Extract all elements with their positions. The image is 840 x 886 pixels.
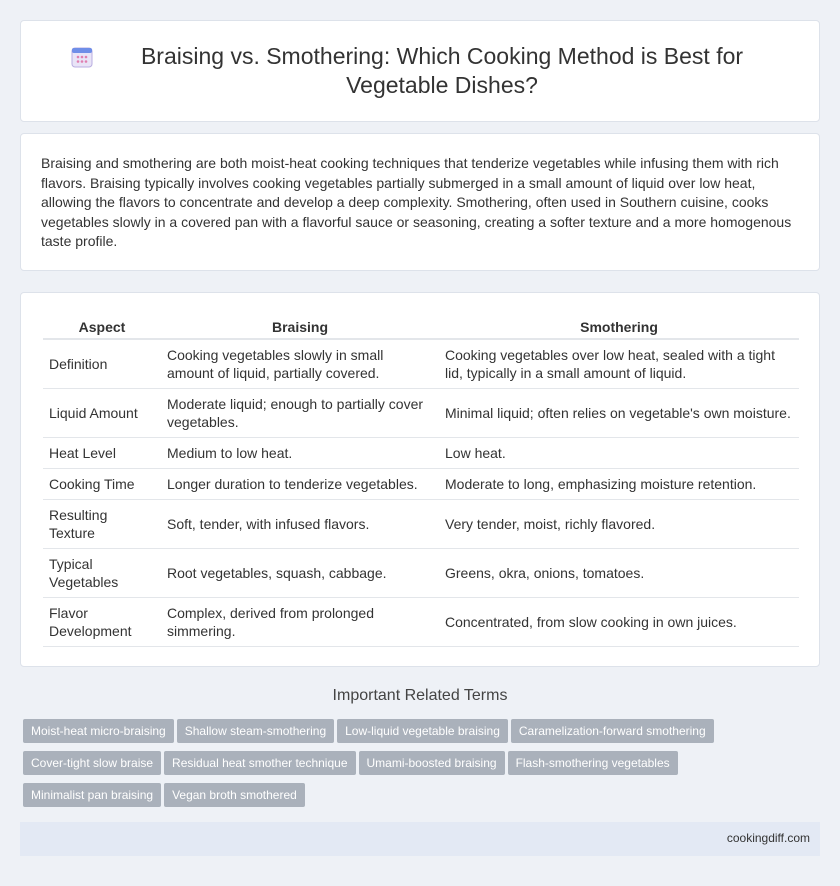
comparison-table xyxy=(43,309,799,647)
footer-site-link[interactable]: cookingdiff.com xyxy=(726,831,810,845)
related-term-tag[interactable]: Vegan broth smothered xyxy=(164,783,305,807)
table-header-row xyxy=(43,309,799,339)
cell-smothering: Minimal liquid; often relies on vegetable's own moisture. xyxy=(439,389,799,438)
table-row xyxy=(43,389,799,438)
cell-smothering: Moderate to long, emphasizing moisture retention. xyxy=(439,469,799,500)
related-term-tag[interactable]: Shallow steam-smothering xyxy=(177,719,334,743)
title-wrap xyxy=(70,42,770,100)
table-row xyxy=(43,438,799,469)
cell-smothering: Greens, okra, onions, tomatoes. xyxy=(439,549,799,598)
table-row xyxy=(43,500,799,549)
related-term-tag[interactable]: Residual heat smother technique xyxy=(164,751,355,775)
related-term-tag[interactable]: Umami-boosted braising xyxy=(359,751,505,775)
table-row xyxy=(43,469,799,500)
cell-braising: Root vegetables, squash, cabbage. xyxy=(161,549,439,598)
intro-paragraph: Braising and smothering are both moist-heat cooking techniques that tenderize vegetables while infusing them with rich flavors. Braising typically involves cooking vegetables partially submerged in a small amount of liquid over low heat, allowing the flavors to concentrate and develop a deep complexity. Smothering, often used in Southern cuisine, cooks vegetables slowly in a covered pan with a flavorful sauce or seasoning, creating a softer texture and a more homogenous taste profile. xyxy=(41,155,792,249)
header-braising: Braising xyxy=(161,309,439,339)
table-row xyxy=(43,549,799,598)
cell-smothering: Cooking vegetables over low heat, sealed with a tight lid, typically in a small amount of liquid. xyxy=(439,339,799,389)
cell-braising: Moderate liquid; enough to partially cover vegetables. xyxy=(161,389,439,438)
cell-aspect: Resulting Texture xyxy=(43,500,161,549)
cell-aspect: Liquid Amount xyxy=(43,389,161,438)
header-aspect: Aspect xyxy=(43,309,161,339)
cell-braising: Longer duration to tenderize vegetables. xyxy=(161,469,439,500)
cell-smothering: Very tender, moist, richly flavored. xyxy=(439,500,799,549)
calendar-icon xyxy=(70,45,94,69)
cell-braising: Medium to low heat. xyxy=(161,438,439,469)
related-terms-heading: Important Related Terms xyxy=(332,687,508,704)
cell-aspect: Heat Level xyxy=(43,438,161,469)
page-title: Braising vs. Smothering: Which Cooking Method is Best for Vegetable Dishes? xyxy=(140,43,744,98)
table-row xyxy=(43,339,799,389)
related-term-tag[interactable]: Caramelization-forward smothering xyxy=(511,719,714,743)
cell-smothering: Low heat. xyxy=(439,438,799,469)
footer xyxy=(20,822,820,856)
cell-braising: Complex, derived from prolonged simmering. xyxy=(161,598,439,647)
intro-card xyxy=(20,133,820,271)
title-card xyxy=(20,20,820,122)
cell-aspect: Cooking Time xyxy=(43,469,161,500)
cell-braising: Cooking vegetables slowly in small amount of liquid, partially covered. xyxy=(161,339,439,389)
related-term-tag[interactable]: Cover-tight slow braise xyxy=(23,751,161,775)
cell-aspect: Typical Vegetables xyxy=(43,549,161,598)
cell-smothering: Concentrated, from slow cooking in own juices. xyxy=(439,598,799,647)
table-row xyxy=(43,598,799,647)
related-term-tag[interactable]: Minimalist pan braising xyxy=(23,783,161,807)
cell-aspect: Flavor Development xyxy=(43,598,161,647)
header-smothering: Smothering xyxy=(439,309,799,339)
related-term-tag[interactable]: Low-liquid vegetable braising xyxy=(337,719,508,743)
cell-aspect: Definition xyxy=(43,339,161,389)
comparison-card xyxy=(20,292,820,667)
related-terms-list xyxy=(23,719,813,815)
related-term-tag[interactable]: Flash-smothering vegetables xyxy=(508,751,678,775)
cell-braising: Soft, tender, with infused flavors. xyxy=(161,500,439,549)
related-term-tag[interactable]: Moist-heat micro-braising xyxy=(23,719,174,743)
